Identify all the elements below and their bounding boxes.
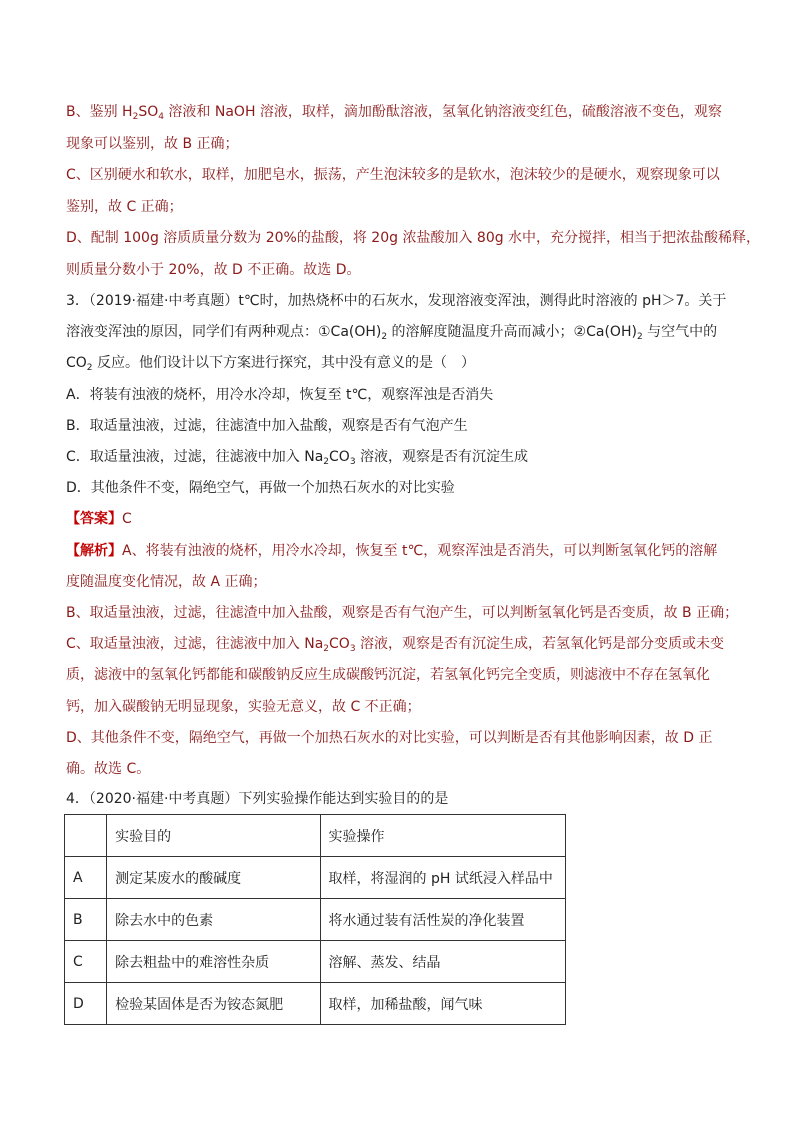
table-cell: 将水通过装有活性炭的净化装置: [320, 899, 566, 941]
text: SO: [138, 104, 159, 120]
table-cell: 取样，加稀盐酸，闻气味: [320, 983, 566, 1025]
subscript: 2: [323, 644, 330, 654]
prev-answer-d-line2: 则质量分数小于 20%，故 D 不正确。故选 D。: [66, 262, 361, 278]
q3-stem-line2: [66, 322, 717, 347]
q3-analysis-a-line1: [66, 541, 717, 561]
q3-stem-line3: [66, 353, 475, 378]
table-header-cell: [65, 815, 107, 857]
text: 溶液，观察是否有沉淀生成，若氢氧化钙是部分变质或未变: [355, 636, 724, 652]
text: 反应。他们设计以下方案进行探究，其中没有意义的是（ ）: [92, 355, 475, 371]
q3-analysis-c-line3: 钙，加入碳酸钠无明显现象，实验无意义，故 C 不正确；: [66, 699, 421, 715]
subscript: 2: [636, 332, 643, 342]
q3-stem-line1: 3．（2019·福建·中考真题）t℃时，加热烧杯中的石灰水，发现溶液变浑浊，测得此时溶液的 pH＞7。关于: [66, 293, 727, 309]
subscript: 2: [381, 332, 388, 342]
text: 的溶解度随温度升高而减小；②Ca(OH): [387, 324, 637, 340]
prev-answer-d-line1: D、配制 100g 溶质质量分数为 20%的盐酸，将 20g 浓盐酸加入 80g 水中，充分搅拌，相当于把浓盐酸稀释，: [66, 230, 761, 246]
table-cell: 除去水中的色素: [107, 899, 320, 941]
subscript: 3: [349, 644, 356, 654]
analysis-tag: 【解析】: [66, 543, 122, 559]
table-cell: 测定某废水的酸碱度: [107, 857, 320, 899]
table-cell: D: [65, 983, 107, 1025]
q3-answer: [66, 509, 132, 529]
q3-analysis-d-line1: D、其他条件不变，隔绝空气，再做一个加热石灰水的对比实验，可以判断是否有其他影响因素，故 D 正: [66, 730, 713, 746]
text: A、将装有浊液的烧杯，用冷水冷却，恢复至 t℃，观察浑浊是否消失，可以判断氢氧化钙的溶解: [122, 543, 718, 559]
table-cell: B: [65, 899, 107, 941]
text: 与空气中的: [642, 324, 718, 340]
q3-analysis-c-line1: [66, 634, 724, 659]
table-cell: C: [65, 941, 107, 983]
text: 溶液变浑浊的原因，同学们有两种观点：①Ca(OH): [66, 324, 382, 340]
table-row: [65, 857, 566, 899]
prev-answer-b-line2: 现象可以鉴别，故 B 正确；: [66, 136, 239, 152]
table-cell: 除去粗盐中的难溶性杂质: [107, 941, 320, 983]
q4-table: [64, 814, 566, 1025]
subscript: 2: [132, 112, 139, 122]
q3-option-b: B．取适量浊液，过滤，往滤渣中加入盐酸，观察是否有气泡产生: [66, 418, 468, 434]
text: C．取适量浊液，过滤，往滤液中加入 Na: [66, 449, 324, 465]
q3-analysis-c-line2: 质，滤液中的氢氧化钙都能和碳酸钠反应生成碳酸钙沉淀，若氢氧化钙完全变质，则滤液中不存在氢氧化: [66, 667, 710, 683]
table-row: [65, 899, 566, 941]
q3-analysis-b: B、取适量浊液，过滤，往滤渣中加入盐酸，观察是否有气泡产生，可以判断氢氧化钙是否变质，故 B 正确；: [66, 605, 739, 621]
subscript: 2: [323, 457, 330, 467]
q3-option-d: D．其他条件不变，隔绝空气，再做一个加热石灰水的对比实验: [66, 480, 455, 496]
table-cell: A: [65, 857, 107, 899]
prev-answer-c-line2: 鉴别，故 C 正确；: [66, 199, 183, 215]
text: 溶液，观察是否有沉淀生成: [355, 449, 528, 465]
q3-analysis-d-line2: 确。故选 C。: [66, 761, 151, 777]
table-header-cell: 实验目的: [107, 815, 320, 857]
text: B、鉴别 H: [66, 104, 133, 120]
text: CO: [66, 355, 87, 371]
table-header-row: [65, 815, 566, 857]
subscript: 3: [349, 457, 356, 467]
table-cell: 检验某固体是否为铵态氮肥: [107, 983, 320, 1025]
table-row: [65, 941, 566, 983]
table-cell: 溶解、蒸发、结晶: [320, 941, 566, 983]
answer-value: C: [122, 511, 132, 527]
table-row: [65, 983, 566, 1025]
subscript: 4: [158, 112, 164, 122]
text: CO: [329, 636, 350, 652]
q3-option-a: A．将装有浊液的烧杯，用冷水冷却，恢复至 t℃，观察浑浊是否消失: [66, 387, 494, 403]
table-cell: 取样，将湿润的 pH 试纸浸入样品中: [320, 857, 566, 899]
q3-analysis-a-line2: 度随温度变化情况，故 A 正确；: [66, 574, 267, 590]
text: 溶液和 NaOH 溶液，取样，滴加酚酞溶液，氢氧化钠溶液变红色，硫酸溶液不变色，观察: [163, 104, 722, 120]
prev-answer-b-line1: [66, 102, 722, 127]
text: C、取适量浊液，过滤，往滤液中加入 Na: [66, 636, 324, 652]
q3-option-c: [66, 447, 528, 472]
subscript: 2: [86, 363, 93, 373]
table-header-cell: 实验操作: [320, 815, 566, 857]
answer-tag: 【答案】: [66, 511, 122, 527]
prev-answer-c-line1: C、区别硬水和软水，取样，加肥皂水，振荡，产生泡沫较多的是软水，泡沫较少的是硬水，观察现象可以: [66, 167, 720, 183]
text: CO: [329, 449, 350, 465]
q4-stem: 4．（2020·福建·中考真题）下列实验操作能达到实验目的的是: [66, 791, 449, 807]
